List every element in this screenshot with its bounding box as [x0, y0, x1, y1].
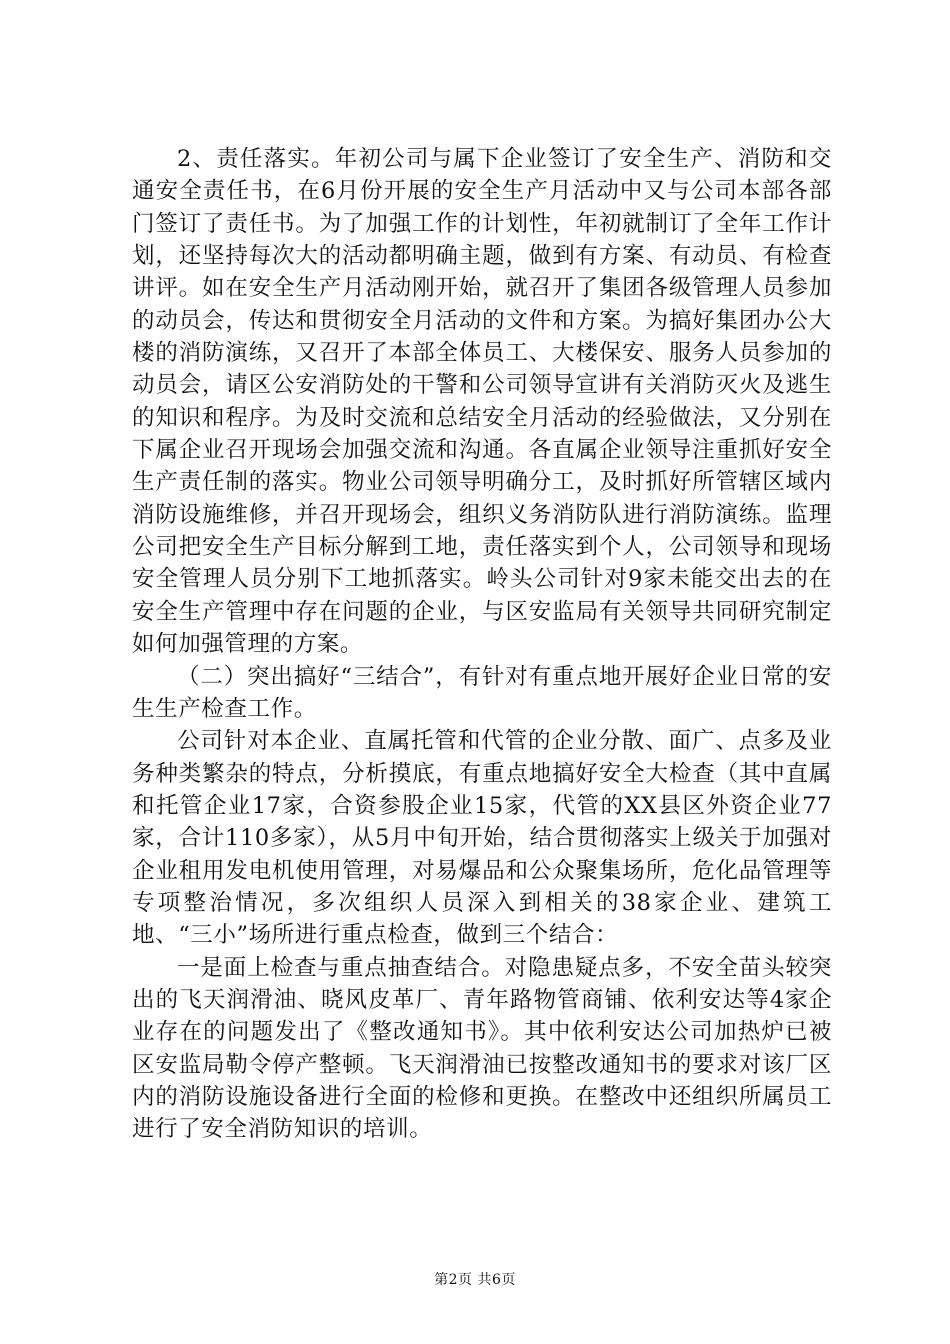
paragraph-inspection-overview: 公司针对本企业、直属托管和代管的企业分散、面广、点多及业务种类繁杂的特点，分析摸底，有重点地搞好安全大检查（其中直属和托管企业17家，合资参股企业15家，代管的XX县区外资企业77家，合计110多家），从5月中旬开始，结合贯彻落实上级关于加强对企业租用发电机使用管理，对易爆品和公众聚集场所，危化品管理等专项整治情况，多次组织人员深入到相关的38家企业、建筑工地、“三小”场所进行重点检查，做到三个结合：	[132, 728, 832, 949]
section-heading-three-combinations: （二）突出搞好“三结合”，有针对有重点地开展好企业日常的安生生产检查工作。	[132, 663, 832, 722]
paragraph-responsibility: 2、责任落实。年初公司与属下企业签订了安全生产、消防和交通安全责任书，在6月份开展的安全生产月活动中又与公司本部各部门签订了责任书。为了加强工作的计划性，年初就制订了全年工作计划，还坚持每次大的活动都明确主题，做到有方案、有动员、有检查讲评。如在安全生产月活动刚开始，就召开了集团各级管理人员参加的动员会，传达和贯彻安全月活动的文件和方案。为搞好集团办公大楼的消防演练，又召开了本部全体员工、大楼保安、服务人员参加的动员会，请区公安消防处的干警和公司领导宣讲有关消防灭火及逃生的知识和程序。为及时交流和总结安全月活动的经验做法，又分别在下属企业召开现场会加强交流和沟通。各直属企业领导注重抓好安全生产责任制的落实。物业公司领导明确分工，及时抓好所管辖区域内消防设施维修，并召开现场会，组织义务消防队进行消防演练。监理公司把安全生产目标分解到工地，责任落实到个人，公司领导和现场安全管理人员分别下工地抓落实。岭头公司针对9家未能交出去的在安全生产管理中存在问题的企业，与区安监局有关领导共同研究制定如何加强管理的方案。	[132, 146, 832, 658]
page-number-footer: 第2页 共6页	[434, 1272, 516, 1288]
document-body	[132, 143, 832, 1146]
paragraph-spot-check: 一是面上检查与重点抽查结合。对隐患疑点多，不安全苗头较突出的飞天润滑油、晓风皮革厂、青年路物管商铺、依利安达等4家企业存在的问题发出了《整改通知书》。其中依利安达公司加热炉已被区安监局勒令停产整顿。飞天润滑油已按整改通知书的要求对该厂区内的消防设施设备进行全面的检修和更换。在整改中还组织所属员工进行了安全消防知识的培训。	[132, 954, 832, 1143]
